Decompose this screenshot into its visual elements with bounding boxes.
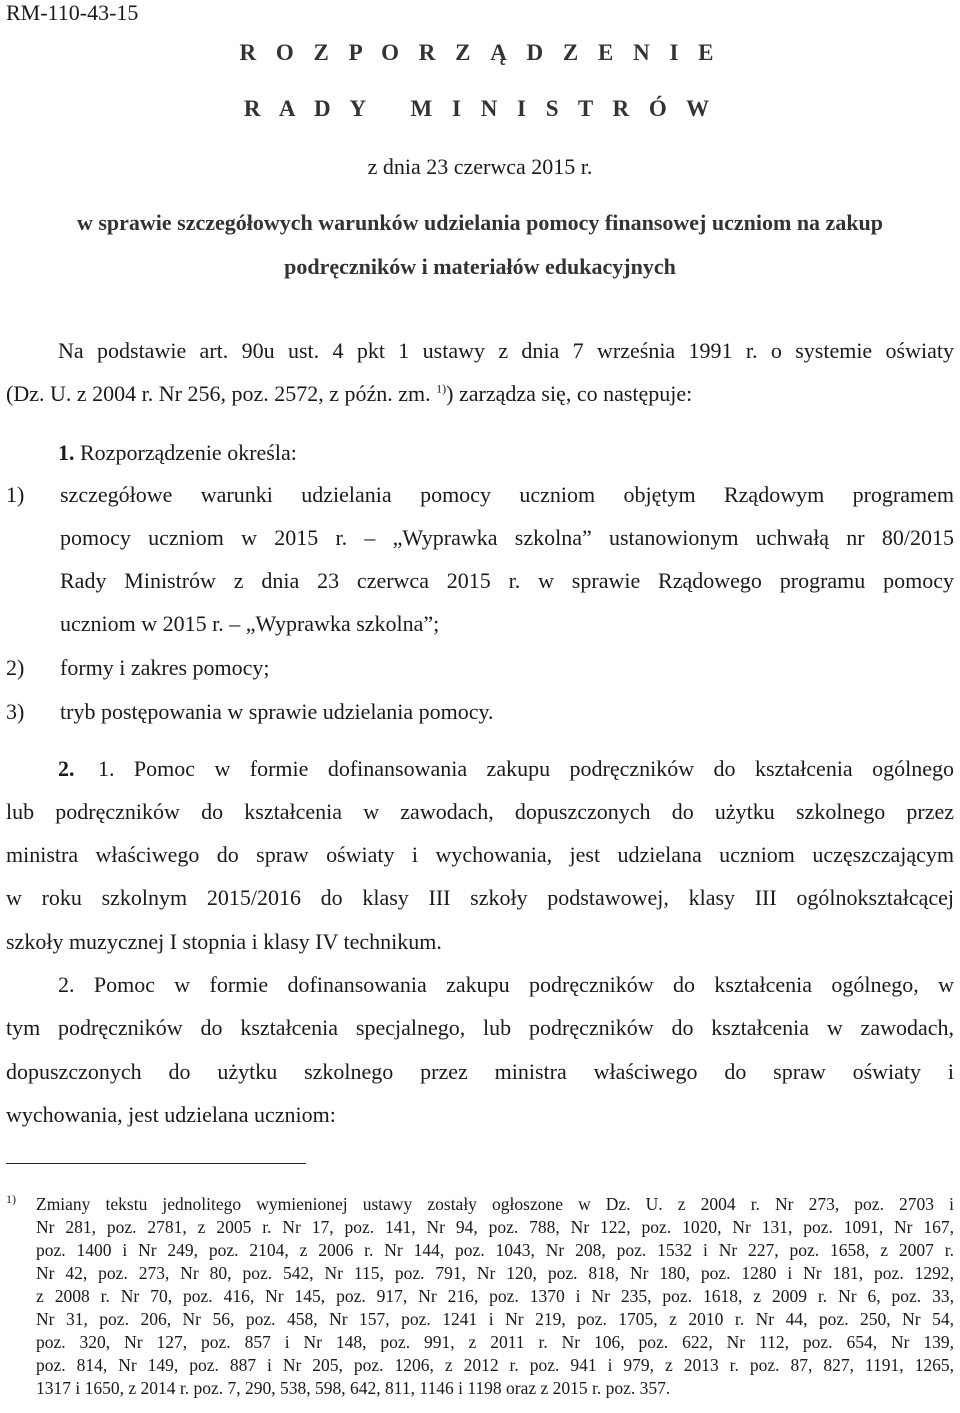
paragraph-1-intro-text: Rozporządzenie określa:: [80, 440, 297, 465]
preamble-line-2: [6, 381, 692, 407]
paragraph-2-sub1-line-5: szkoły muzycznej I stopnia i klasy IV technikum.: [6, 929, 442, 954]
preamble-line-1: Na podstawie art. 90u ust. 4 pkt 1 ustawy z dnia 7 września 1991 r. o systemie oświaty: [58, 338, 954, 363]
document-id: RM-110-43-15: [6, 0, 139, 25]
paragraph-2-sub1-line-2: lub podręczników do kształcenia w zawodach, dopuszczonych do użytku szkolnego przez: [6, 799, 954, 824]
item-1-line-3: Rady Ministrów z dnia 23 czerwca 2015 r. w sprawie Rządowego programu pomocy: [60, 568, 954, 593]
preamble-enacting: ) zarządza się, co następuje:: [446, 381, 693, 406]
item-3-text: tryb postępowania w sprawie udzielania pomocy.: [60, 699, 494, 724]
paragraph-1-mark: 1.: [58, 440, 75, 465]
preamble-citation: (Dz. U. z 2004 r. Nr 256, poz. 2572, z późn. zm.: [6, 381, 431, 406]
footnote-line-3: poz. 1400 i Nr 249, poz. 2104, z 2006 r. Nr 144, poz. 1043, Nr 208, poz. 1532 i Nr 227, poz. 1658, z 2007 r.: [36, 1240, 954, 1260]
item-2-text: formy i zakres pomocy;: [60, 655, 270, 680]
paragraph-2-mark: 2.: [58, 756, 75, 781]
item-1-number: 1): [6, 482, 25, 507]
title-line-2: R A D Y M I N I S T R Ó W: [243, 96, 717, 121]
subject-line-1: w sprawie szczegółowych warunków udzielania pomocy finansowej uczniom na zakup: [76, 210, 884, 235]
paragraph-1-intro: [58, 440, 297, 466]
footnote-mark: 1): [6, 1192, 16, 1206]
paragraph-2-sub1-line-4: w roku szkolnym 2015/2016 do klasy III szkoły podstawowej, klasy III ogólnokształcącej: [6, 885, 954, 910]
paragraph-2-sub1-line-1: 1. Pomoc w formie dofinansowania zakupu podręczników do kształcenia ogólnego: [98, 756, 954, 781]
item-1-line-1: szczegółowe warunki udzielania pomocy uczniom objętym Rządowym programem: [60, 482, 954, 507]
title-line-1: R O Z P O R Z Ą D Z E N I E: [239, 40, 721, 65]
footnote-line-8: poz. 814, Nr 149, poz. 887 i Nr 205, poz. 1206, z 2012 r. poz. 941 i 979, z 2013 r. poz. 87, 827, 1191, 1265,: [36, 1355, 954, 1375]
issue-date: z dnia 23 czerwca 2015 r.: [367, 154, 593, 179]
footnote-line-9: 1317 i 1650, z 2014 r. poz. 7, 290, 538, 598, 642, 811, 1146 i 1198 oraz z 2015 r. poz. 357.: [36, 1378, 671, 1398]
item-2-number: 2): [6, 655, 25, 680]
paragraph-2-sub2-line-3: dopuszczonych do użytku szkolnego przez ministra właściwego do spraw oświaty i: [6, 1059, 954, 1084]
subject-line-2: podręczników i materiałów edukacyjnych: [284, 254, 676, 279]
footnote-line-2: Nr 281, poz. 2781, z 2005 r. Nr 17, poz. 141, Nr 94, poz. 788, Nr 122, poz. 1020, Nr 131, poz. 1091, Nr 167,: [36, 1217, 954, 1237]
paragraph-2-sub2-line-1: 2. Pomoc w formie dofinansowania zakupu podręczników do kształcenia ogólnego, w: [58, 972, 954, 997]
footnote-line-4: Nr 42, poz. 273, Nr 80, poz. 542, Nr 115, poz. 791, Nr 120, poz. 818, Nr 180, poz. 1280 i Nr 181, poz. 1292,: [36, 1263, 954, 1283]
footnote-line-6: Nr 31, poz. 206, Nr 56, poz. 458, Nr 157, poz. 1241 i Nr 219, poz. 1705, z 2010 r. Nr 44, poz. 250, Nr 54,: [36, 1309, 954, 1329]
item-1-line-4: uczniom w 2015 r. – „Wyprawka szkolna”;: [60, 611, 440, 636]
footnote-line-7: poz. 320, Nr 127, poz. 857 i Nr 148, poz. 991, z 2011 r. Nr 106, poz. 622, Nr 112, poz. 654, Nr 139,: [36, 1332, 954, 1352]
footnote-line-1: Zmiany tekstu jednolitego wymienionej ustawy zostały ogłoszone w Dz. U. z 2004 r. Nr 273, poz. 2703 i: [36, 1194, 954, 1214]
footnote-separator: [6, 1163, 306, 1164]
footnote-line-5: z 2008 r. Nr 70, poz. 416, Nr 145, poz. 917, Nr 216, poz. 1370 i Nr 235, poz. 1618, z 2009 r. Nr 6, poz. 33,: [36, 1286, 954, 1306]
item-3-number: 3): [6, 699, 25, 724]
footnote-ref: 1): [436, 381, 447, 396]
paragraph-2-sub2-line-4: wychowania, jest udzielana uczniom:: [6, 1102, 336, 1127]
paragraph-2-sub2-line-2: tym podręczników do kształcenia specjalnego, lub podręczników do kształcenia w zawodach,: [6, 1015, 954, 1040]
item-1-line-2: pomocy uczniom w 2015 r. – „Wyprawka szkolna” ustanowionym uchwałą nr 80/2015: [60, 525, 954, 550]
paragraph-2-sub1-line-3: ministra właściwego do spraw oświaty i wychowania, jest udzielana uczniom uczęszczającym: [6, 842, 954, 867]
